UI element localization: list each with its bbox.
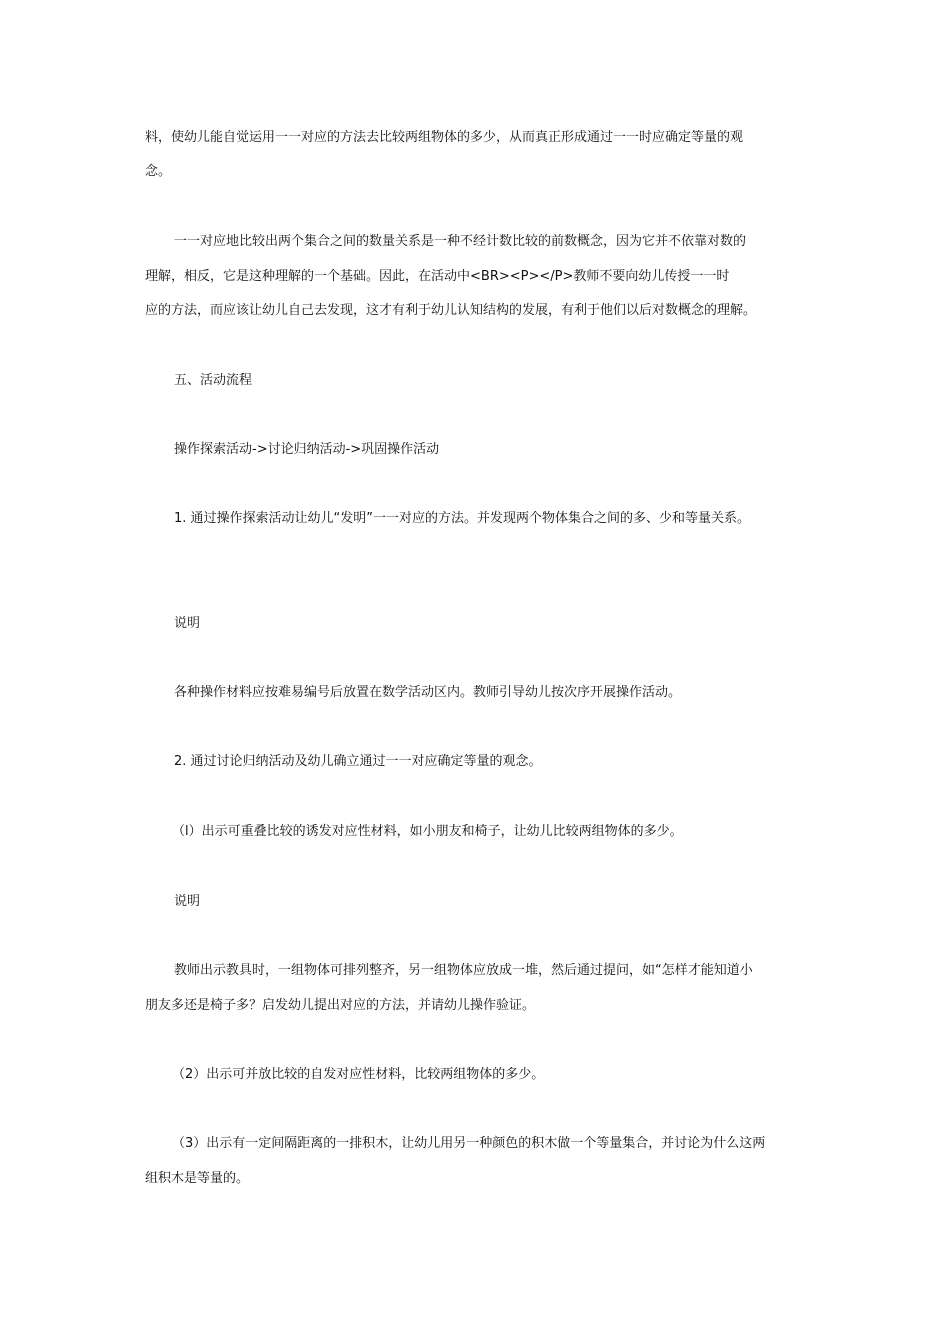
sub-item-3-line-2: 组积木是等量的。 [145, 1171, 250, 1186]
paragraph-2-line-1: 一一对应地比较出两个集合之间的数量关系是一种不经计数比较的前数概念，因为它并不依靠对数的 [174, 234, 747, 249]
paragraph-1-line-1: 料，使幼儿能自觉运用一一对应的方法去比较两组物体的多少，从而真正形成通过一一时应确定等量的观 [145, 130, 744, 145]
note-2-line-2: 朋友多还是椅子多？启发幼儿提出对应的方法，并请幼儿操作验证。 [145, 998, 536, 1013]
note-2-label: 说明 [174, 894, 201, 909]
paragraph-2-line-3: 应的方法，而应该让幼儿自己去发现，这才有利于幼儿认知结构的发展，有利于他们以后对数概念的理解。 [145, 303, 757, 318]
note-2-line-1: 教师出示教具时，一组物体可排列整齐，另一组物体应放成一堆，然后通过提问，如“怎样才能知道小 [174, 963, 753, 978]
html-tag-text: <BR><P></P> [470, 269, 574, 284]
section-5-heading: 五、活动流程 [174, 373, 253, 388]
activity-flow: 操作探索活动->讨论归纳活动->巩固操作活动 [174, 442, 440, 457]
paragraph-2-line-2-start: 理解，相反，它是这种理解的一个基础。因此，在活动中 [145, 269, 471, 284]
note-1-label: 说明 [174, 616, 201, 631]
step-2: 2. 通过讨论归纳活动及幼儿确立通过一一对应确定等量的观念。 [174, 754, 542, 769]
step-1: 1. 通过操作探索活动让幼儿“发明”一一对应的方法。并发现两个物体集合之间的多、少和等量关系。 [174, 511, 751, 526]
sub-item-3-line-1: （3）出示有一定间隔距离的一排积木，让幼儿用另一种颜色的积木做一个等量集合，并讨论为什么这两 [172, 1136, 766, 1151]
note-1-text: 各种操作材料应按难易编号后放置在数学活动区内。教师引导幼儿按次序开展操作活动。 [174, 685, 682, 700]
paragraph-2-line-2-end: 教师不要向幼儿传授一一时 [573, 269, 730, 284]
sub-item-1: （l）出示可重叠比较的诱发对应性材料，如小朋友和椅子，让幼儿比较两组物体的多少。 [172, 824, 683, 839]
paragraph-1-line-2: 念。 [145, 164, 172, 179]
sub-item-2: （2）出示可并放比较的自发对应性材料，比较两组物体的多少。 [172, 1067, 545, 1082]
paragraph-2-line-2 [145, 267, 729, 287]
